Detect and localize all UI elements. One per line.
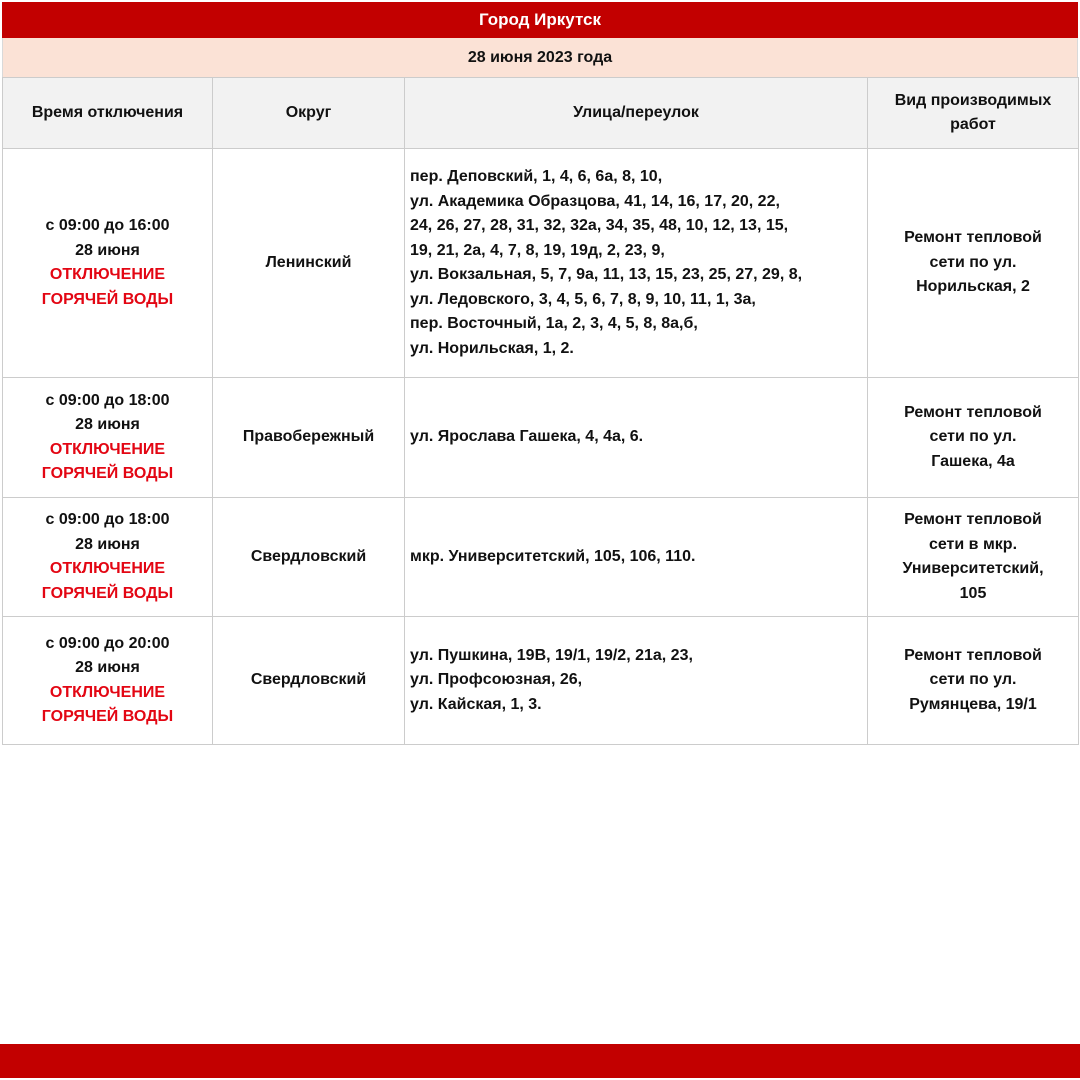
column-header-work: Вид производимых работ [868,78,1079,149]
work-type-line: Гашека, 4а [931,452,1015,470]
outage-day: 28 июня [75,416,140,433]
work-type-cell [868,378,1079,498]
hot-water-alert-line: ОТКЛЮЧЕНИЕ [49,683,166,701]
street-line: ул. Академика Образцова, 41, 14, 16, 17, 20, 22, [410,192,780,210]
streets-cell [405,149,868,378]
street-line: 24, 26, 27, 28, 31, 32, 32а, 34, 35, 48, 10, 12, 13, 15, [410,217,789,234]
outage-time-cell [3,149,213,378]
page-title: Город Иркутск [2,2,1078,38]
street-line: ул. Ледовского, 3, 4, 5, 6, 7, 8, 9, 10, 11, 1, 3а, [410,290,756,308]
work-type-line: 105 [959,584,987,602]
work-type-line: сети по ул. [929,253,1017,271]
work-type-line: Ремонт тепловой [904,229,1042,247]
hot-water-alert-line: ГОРЯЧЕЙ ВОДЫ [41,290,174,308]
hot-water-alert-line: ОТКЛЮЧЕНИЕ [49,560,166,577]
column-header-time: Время отключения [3,78,213,149]
schedule-date: 28 июня 2023 года [2,38,1078,77]
work-type-line: Ремонт тепловой [904,511,1042,528]
streets-cell [405,498,868,617]
street-line: ул. Кайская, 1, 3. [410,695,542,713]
outage-day: 28 июня [75,659,140,676]
streets-cell [405,617,868,745]
outage-time-range: с 09:00 до 18:00 [45,511,170,528]
table-header-row [3,78,1079,149]
table-row [3,149,1079,378]
hot-water-alert-line: ОТКЛЮЧЕНИЕ [49,440,166,458]
work-type-line: сети по ул. [929,671,1017,689]
work-type-line: Румянцева, 19/1 [909,695,1037,713]
district-cell: Свердловский [213,617,405,745]
street-line: ул. Пушкина, 19В, 19/1, 19/2, 21а, 23, [410,646,693,664]
district-cell: Ленинский [213,149,405,378]
table-row [3,378,1079,498]
district-cell: Свердловский [213,498,405,617]
outage-time-range: с 09:00 до 18:00 [45,391,170,409]
column-header-district: Округ [213,78,405,149]
hot-water-alert-line: ГОРЯЧЕЙ ВОДЫ [41,584,174,602]
street-line: ул. Профсоюзная, 26, [410,671,583,689]
outage-time-range: с 09:00 до 20:00 [45,634,170,652]
hot-water-alert-line: ГОРЯЧЕЙ ВОДЫ [41,708,174,725]
district-cell: Правобережный [213,378,405,498]
street-line: ул. Вокзальная, 5, 7, 9а, 11, 13, 15, 23, 25, 27, 29, 8, [410,266,803,283]
street-line: ул. Норильская, 1, 2. [410,339,574,357]
work-type-cell [868,149,1079,378]
footer-bar [0,1044,1080,1078]
work-type-line: Университетский, [902,560,1044,577]
work-type-line: сети по ул. [929,428,1017,446]
street-line: ул. Ярослава Гашека, 4, 4а, 6. [410,428,644,446]
outage-day: 28 июня [75,535,140,553]
table-row [3,617,1079,745]
table-row [3,498,1079,617]
outage-day: 28 июня [75,241,140,259]
work-type-line: Ремонт тепловой [904,403,1042,421]
hot-water-alert-line: ГОРЯЧЕЙ ВОДЫ [41,465,174,482]
work-type-cell [868,617,1079,745]
table-body [3,149,1079,745]
outage-time-cell [3,617,213,745]
outage-time-cell [3,378,213,498]
street-line: мкр. Университетский, 105, 106, 110. [410,547,696,565]
outage-time-cell [3,498,213,617]
street-line: пер. Восточный, 1а, 2, 3, 4, 5, 8, 8а,б, [410,315,698,332]
work-type-line: сети в мкр. [928,535,1018,553]
outage-time-range: с 09:00 до 16:00 [45,217,170,234]
street-line: 19, 21, 2а, 4, 7, 8, 19, 19д, 2, 23, 9, [410,241,665,259]
street-line: пер. Деповский, 1, 4, 6, 6а, 8, 10, [410,168,663,185]
work-type-line: Норильская, 2 [916,278,1030,296]
outage-table [2,77,1079,745]
column-header-street: Улица/переулок [405,78,868,149]
streets-cell [405,378,868,498]
work-type-line: Ремонт тепловой [904,646,1042,664]
work-type-cell [868,498,1079,617]
hot-water-alert-line: ОТКЛЮЧЕНИЕ [49,266,166,283]
